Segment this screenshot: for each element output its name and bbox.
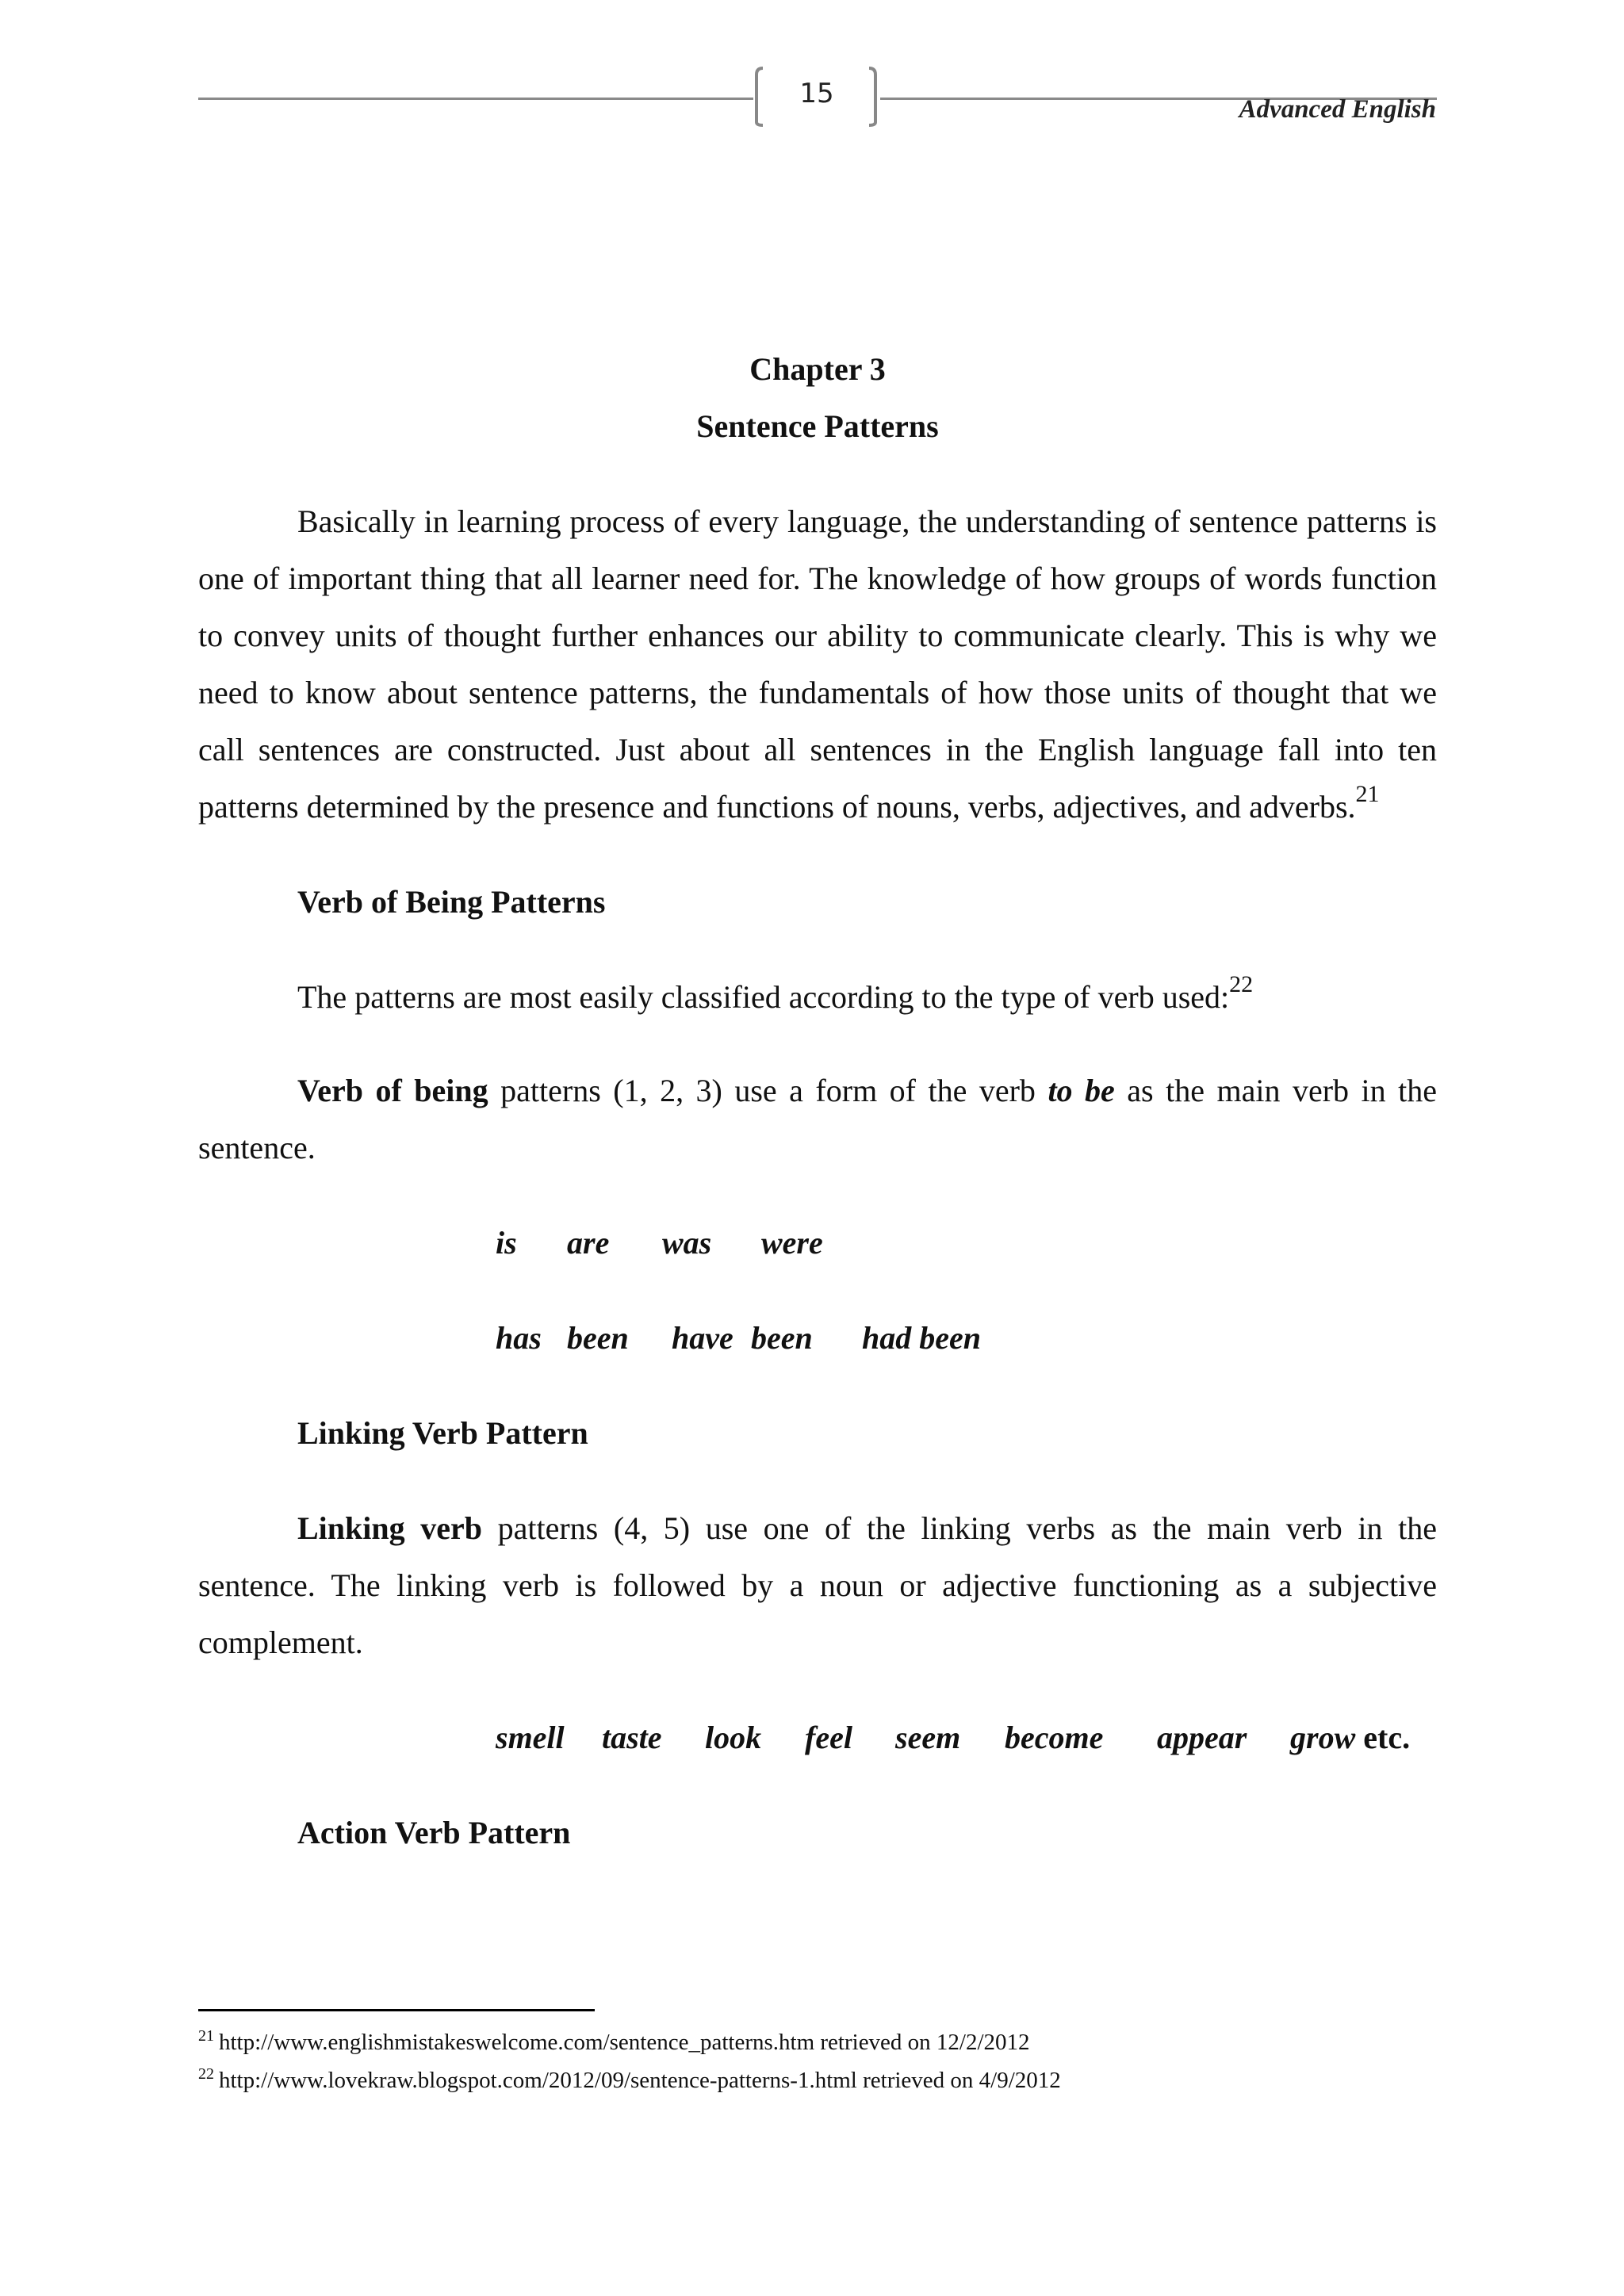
chapter-number: Chapter 3 xyxy=(749,351,886,387)
verb-word: grow xyxy=(1290,1720,1356,1755)
verb-word: appear xyxy=(1157,1720,1247,1755)
verb-word: seem xyxy=(895,1720,961,1755)
footnote-ref-21[interactable]: 21 xyxy=(1355,781,1380,807)
footnote-21 xyxy=(198,2023,1435,2061)
verb-word: become xyxy=(1005,1720,1104,1755)
linking-verb-term: Linking verb xyxy=(297,1510,483,1546)
verb-word: have xyxy=(672,1320,733,1356)
running-title: Advanced English xyxy=(1239,95,1436,124)
page-body xyxy=(198,341,1437,1862)
verb-word: feel xyxy=(805,1720,852,1755)
verb-word: is xyxy=(496,1225,517,1261)
heading-verb-of-being: Verb of Being Patterns xyxy=(297,884,606,920)
verb-of-being-paragraph xyxy=(198,1062,1437,1177)
verb-word: look xyxy=(705,1720,762,1755)
verb-word: has xyxy=(496,1320,542,1356)
left-brace-icon xyxy=(752,67,766,127)
footnote-ref-22[interactable]: 22 xyxy=(1229,971,1254,997)
right-brace-icon xyxy=(866,67,880,127)
verb-word: been xyxy=(751,1320,813,1356)
etc-suffix: etc. xyxy=(1355,1720,1411,1755)
linking-verbs-row xyxy=(198,1709,1437,1766)
verb-word: smell xyxy=(496,1720,565,1755)
being-verbs-row-2 xyxy=(198,1310,1437,1367)
footnote-link[interactable]: http://www.lovekraw.blogspot.com/2012/09/sentence-patterns-1.html retrieved on 4/9/2012 xyxy=(219,2068,1061,2093)
header-rule-left xyxy=(198,98,753,100)
verb-word: was xyxy=(662,1225,712,1261)
verb-word: were xyxy=(761,1225,823,1261)
linking-verb-paragraph xyxy=(198,1500,1437,1671)
verb-word: taste xyxy=(602,1720,662,1755)
footnote-number: 22 xyxy=(198,2065,214,2083)
footnotes xyxy=(198,2023,1435,2099)
intro-paragraph xyxy=(198,493,1437,836)
verb-of-being-text-end: as the main verb in the sentence. xyxy=(198,1073,1437,1165)
classify-paragraph xyxy=(198,969,1437,1026)
page-number: 15 xyxy=(799,78,834,109)
heading-linking-verb: Linking Verb Pattern xyxy=(297,1415,588,1451)
verb-word: are xyxy=(567,1225,610,1261)
footnote-22 xyxy=(198,2061,1435,2099)
verb-of-being-text: patterns (1, 2, 3) use a form of the verb xyxy=(488,1073,1048,1108)
footnote-link[interactable]: http://www.englishmistakeswelcome.com/sentence_patterns.htm retrieved on 12/2/2012 xyxy=(219,2030,1030,2055)
verb-word: been xyxy=(567,1320,629,1356)
verb-word: had been xyxy=(862,1320,981,1356)
footnote-separator xyxy=(198,2009,595,2011)
footnote-number: 21 xyxy=(198,2027,214,2045)
linking-verb-text: patterns (4, 5) use one of the linking verbs as the main verb in the sentence. The linking verb is followed by a noun or adjective functioning as a subjective complement. xyxy=(198,1510,1437,1660)
verb-of-being-term: Verb of being xyxy=(297,1073,488,1108)
classify-text: The patterns are most easily classified according to the type of verb used: xyxy=(297,979,1230,1015)
being-verbs-row-1 xyxy=(198,1215,1437,1272)
to-be-term: to be xyxy=(1048,1073,1115,1108)
chapter-title: Sentence Patterns xyxy=(696,408,939,444)
heading-action-verb: Action Verb Pattern xyxy=(297,1815,571,1850)
intro-text: Basically in learning process of every language, the understanding of sentence patterns is one of important thing that all learner need for. The knowledge of how groups of words function to convey units of thought further enhances our ability to communicate clearly. This is why we need to know about sentence patterns, the fundamentals of how those units of thought that we call sentences are constructed. Just about all sentences in the English language fall into ten patterns determined by the presence and functions of nouns, verbs, adjectives, and adverbs. xyxy=(198,503,1437,825)
